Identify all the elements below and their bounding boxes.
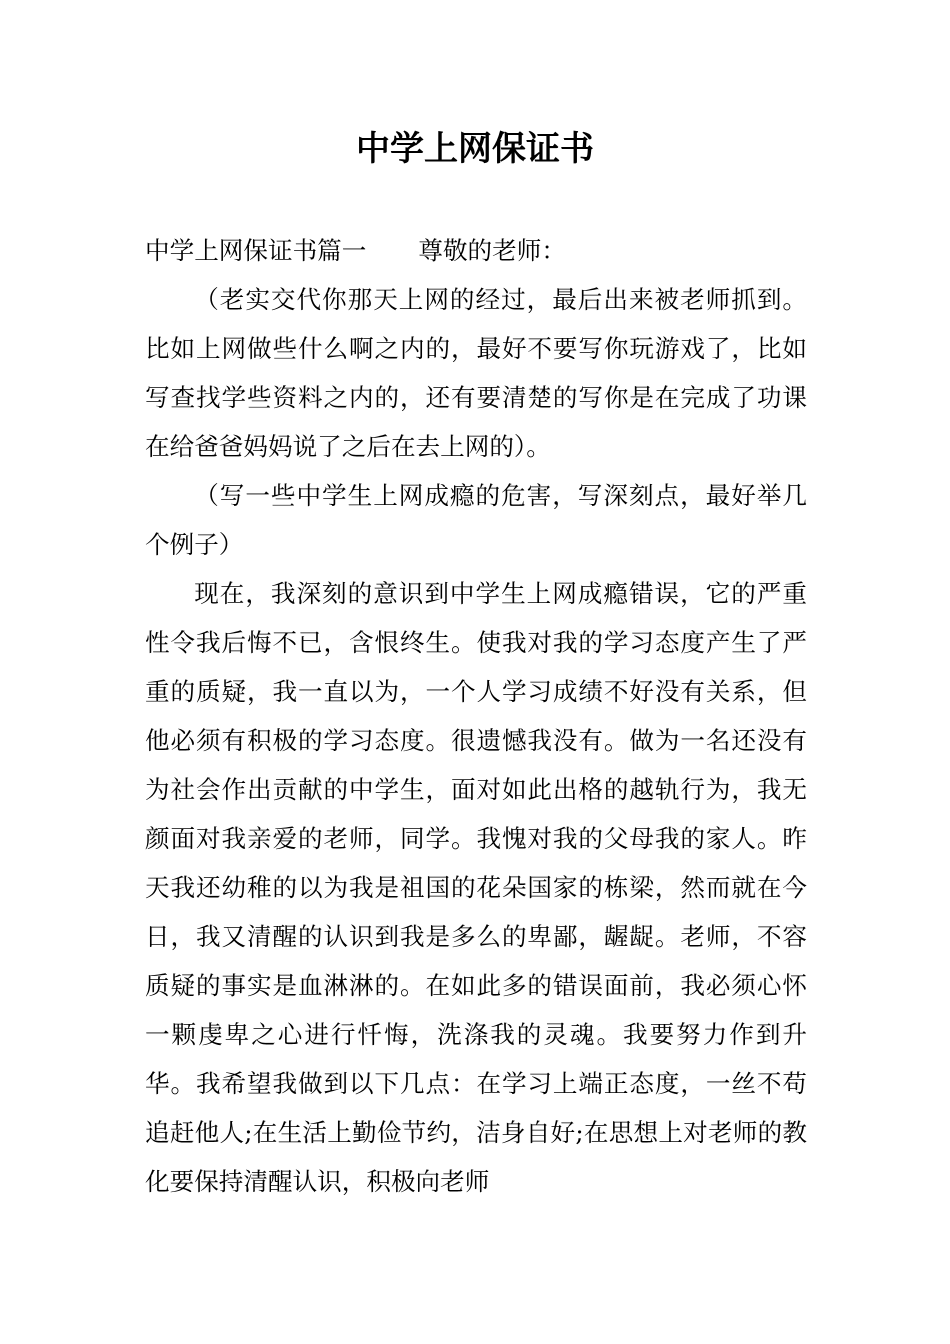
salutation: 尊敬的老师： [418,236,566,265]
document-title: 中学上网保证书 [356,129,594,169]
document-body [145,226,807,1206]
section-heading: 中学上网保证书篇一 [145,236,367,265]
paragraph-1: （老实交代你那天上网的经过，最后出来被老师抓到。比如上网做些什么啊之内的，最好不要写你玩游戏了，比如写查找学些资料之内的，还有要清楚的写你是在完成了功课在给爸爸妈妈说了之后在去上网的）。 [145,285,807,461]
paragraph-3: 现在，我深刻的意识到中学生上网成瘾错误，它的严重性令我后悔不已，含恨终生。使我对我的学习态度产生了严重的质疑，我一直以为，一个人学习成绩不好没有关系，但他必须有积极的学习态度。很遗憾我没有。做为一名还没有为社会作出贡献的中学生，面对如此出格的越轨行为，我无颜面对我亲爱的老师，同学。我愧对我的父母我的家人。昨天我还幼稚的以为我是祖国的花朵国家的栋梁，然而就在今日，我又清醒的认识到我是多么的卑鄙，龌龊。老师，不容质疑的事实是血淋淋的。在如此多的错误面前，我必须心怀一颗虔卑之心进行忏悔，洗涤我的灵魂。我要努力作到升华。我希望我做到以下几点：在学习上端正态度，一丝不苟追赶他人;在生活上勤俭节约，洁身自好;在思想上对老师的教化要保持清醒认识，积极向老师 [145,579,807,1196]
heading-line [145,226,807,275]
paragraph-2: （写一些中学生上网成瘾的危害，写深刻点，最好举几个例子） [145,481,807,559]
